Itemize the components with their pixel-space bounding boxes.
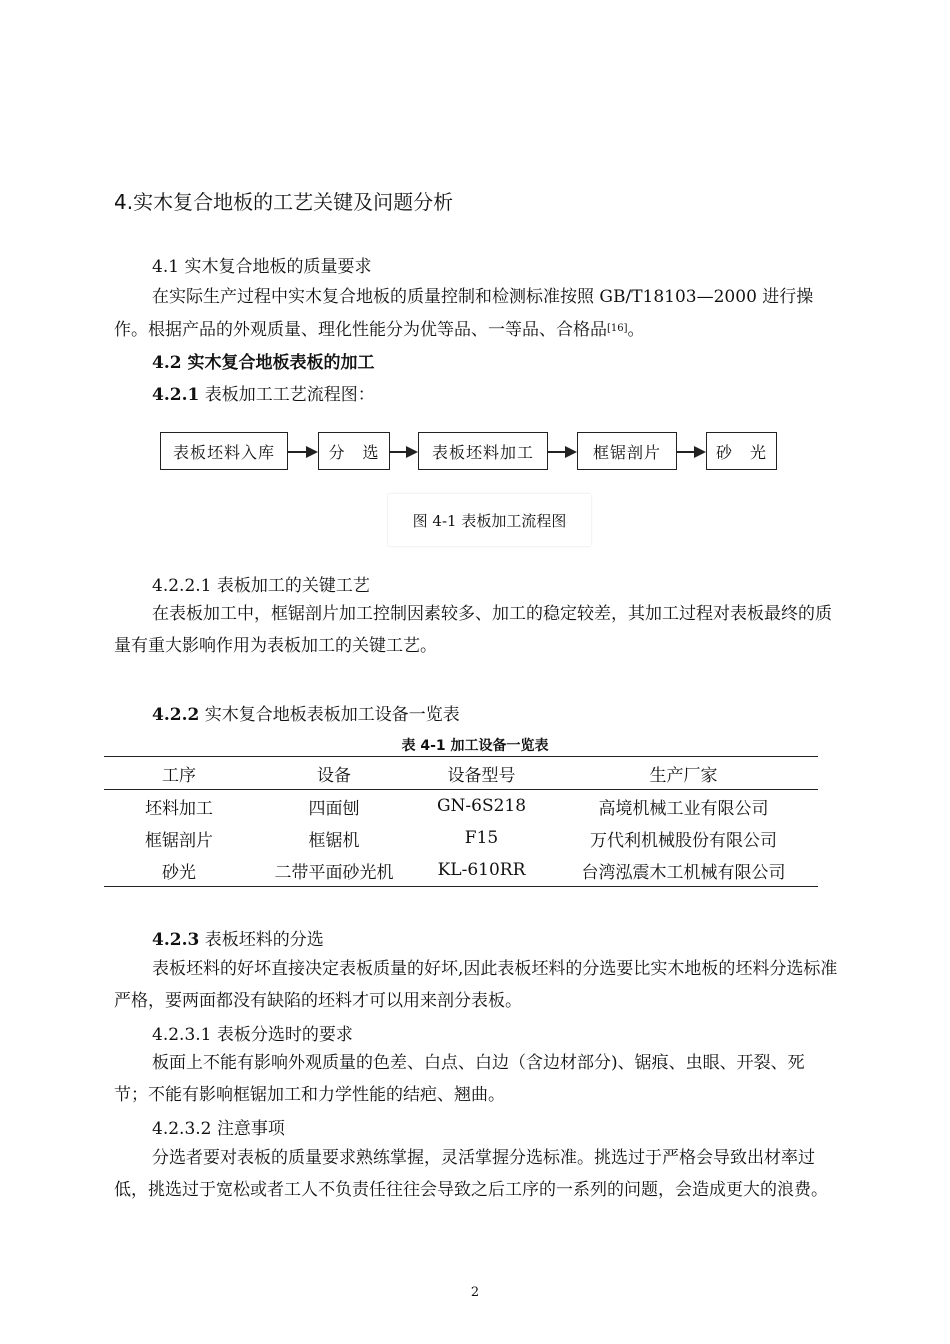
table-cell: 台湾泓震木工机械有限公司	[581, 862, 786, 883]
flow-step-3: 表板坯料加工	[418, 432, 548, 470]
section-4-2-3-1-text: 板面上不能有影响外观质量的色差、白点、白边（含边材部分)、锯痕、虫眼、开裂、死节；不能有影响框锯加工和力学性能的结疤、翘曲。	[114, 1053, 805, 1105]
table-cell: 框锯机	[308, 830, 360, 851]
section-heading: 4.实木复合地板的工艺关键及问题分析	[114, 190, 454, 214]
flow-arrow-1	[288, 451, 316, 453]
table-header-row	[104, 757, 818, 790]
table-cell: 万代利机械股份有限公司	[590, 830, 777, 851]
col-header: 设备	[317, 765, 351, 786]
table-cell: 框锯剖片	[145, 830, 213, 851]
section-4-2-2-1-title: 4.2.2.1 表板加工的关键工艺	[152, 576, 370, 596]
section-4-2-title: 4.2 实木复合地板表板的加工	[152, 353, 375, 373]
flow-step-4: 框锯剖片	[577, 432, 677, 470]
table-row	[104, 854, 818, 887]
table-cell: KL-610RR	[437, 860, 526, 880]
col-header: 设备型号	[447, 765, 516, 786]
table-cell: 二带平面砂光机	[274, 862, 394, 883]
table-cell: 高境机械工业有限公司	[598, 798, 769, 819]
flow-step-2: 分 选	[318, 432, 390, 470]
page-number: 2	[470, 1285, 480, 1300]
section-4-2-3-1-title: 4.2.3.1 表板分选时的要求	[152, 1025, 353, 1045]
table-caption: 表 4-1 加工设备一览表	[401, 738, 549, 754]
flow-arrow-2	[390, 451, 416, 453]
table-cell: 坯料加工	[145, 798, 213, 819]
flow-step-5: 砂 光	[706, 432, 777, 470]
section-4-1-title: 4.1 实木复合地板的质量要求	[152, 257, 372, 277]
section-4-1-text: 在实际生产过程中实木复合地板的质量控制和检测标准按照 GB/T18103—2000 进行操作。根据产品的外观质量、理化性能分为优等品、一等品、合格品[16]。	[114, 287, 814, 340]
figure-caption: 图 4-1 表板加工流程图	[388, 494, 591, 546]
section-4-2-3-title: 4.2.3 表板坯料的分选	[152, 930, 324, 950]
section-4-2-1-title: 4.2.1 表板加工工艺流程图：	[152, 385, 375, 405]
table-cell: F15	[464, 828, 499, 848]
table-row	[104, 790, 818, 823]
flow-arrow-4	[677, 451, 704, 453]
citation-ref: [16]	[607, 323, 628, 334]
equipment-table	[104, 756, 818, 887]
table-cell: GN-6S218	[436, 796, 527, 816]
table-cell: 砂光	[162, 862, 196, 883]
col-header: 工序	[162, 765, 196, 786]
col-header: 生产厂家	[649, 765, 718, 786]
section-4-2-3-2-text: 分选者要对表板的质量要求熟练掌握，灵活掌握分选标准。挑选过于严格会导致出材率过低，挑选过于宽松或者工人不负责任往往会导致之后工序的一系列的问题，会造成更大的浪费。	[114, 1148, 828, 1200]
section-4-2-2-title: 4.2.2 实木复合地板表板加工设备一览表	[152, 705, 460, 725]
table-row	[104, 822, 818, 854]
table-cell: 四面刨	[308, 798, 360, 819]
section-4-2-3-text: 表板坯料的好坏直接决定表板质量的好坏,因此表板坯料的分选要比实木地板的坯料分选标准严格，要两面都没有缺陷的坯料才可以用来剖分表板。	[114, 959, 838, 1011]
flow-step-1: 表板坯料入库	[160, 432, 288, 470]
flow-arrow-3	[548, 451, 575, 453]
section-4-2-3-2-title: 4.2.3.2 注意事项	[152, 1119, 285, 1139]
section-4-2-2-1-text: 在表板加工中，框锯剖片加工控制因素较多、加工的稳定较差，其加工过程对表板最终的质量有重大影响作用为表板加工的关键工艺。	[114, 604, 832, 656]
